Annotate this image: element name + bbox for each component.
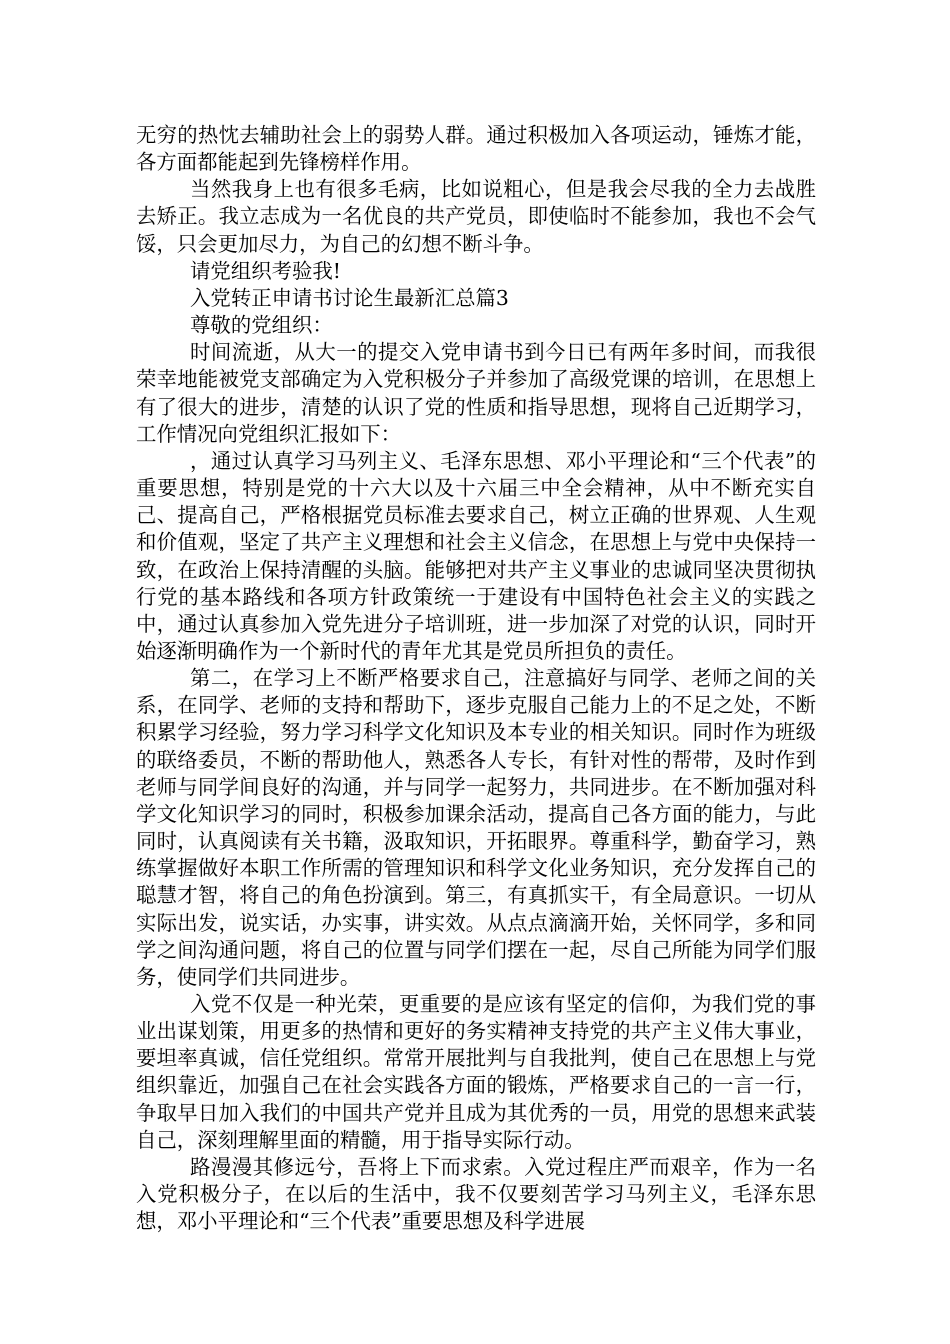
paragraph-belief: 入党不仅是一种光荣，更重要的是应该有坚定的信仰，为我们党的事业出谋划策，用更多的热情和更好的务实精神支持党的共产主义伟大事业，要坦率真诚，信任党组织。常常开展批判与自我批判，使自己在思想上与党组织靠近，加强自己在社会实践各方面的锻炼，严格要求自己的一言一行，争取早日加入我们的中国共产党并且成为其优秀的一员，用党的思想来武装自己，深刻理解里面的精髓，用于指导实际行动。 bbox=[136, 992, 816, 1152]
paragraph-continuation: 无穷的热忱去辅助社会上的弱势人群。通过积极加入各项运动，锤炼才能，各方面都能起到先锋榜样作用。 bbox=[136, 123, 816, 175]
paragraph-conclusion: 路漫漫其修远兮，吾将上下而求索。入党过程庄严而艰辛，作为一名入党积极分子，在以后的生活中，我不仅要刻苦学习马列主义，毛泽东思想，邓小平理论和“三个代表”重要思想及科学进展 bbox=[136, 1154, 816, 1234]
paragraph-second-point: 第二，在学习上不断严格要求自己，注意搞好与同学、老师之间的关系，在同学、老师的支持和帮助下，逐步克服自己能力上的不足之处，不断积累学习经验，努力学习科学文化知识及本专业的相关知识。同时作为班级的联络委员，不断的帮助他人，熟悉各人专长，有针对性的帮带，及时作到老师与同学间良好的沟通，并与同学一起努力，共同进步。在不断加强对科学文化知识学习的同时，积极参加课余活动，提高自己各方面的能力，与此同时，认真阅读有关书籍，汲取知识，开拓眼界。尊重科学，勤奋学习，熟练掌握做好本职工作所需的管理知识和科学文化业务知识，充分发挥自己的聪慧才智，将自己的角色扮演到。第三，有真抓实干，有全局意识。一切从实际出发，说实话，办实事，讲实效。从点点滴滴开始，关怀同学，多和同学之间沟通问题，将自己的位置与同学们摆在一起，尽自己所能为同学们服务，使同学们共同进步。 bbox=[136, 666, 816, 989]
paragraph-intro: 时间流逝，从大一的提交入党申请书到今日已有两年多时间，而我很荣幸地能被党支部确定为入党积极分子并参加了高级党课的培训，在思想上有了很大的进步，清楚的认识了党的性质和指导思想，现将自己近期学习，工作情况向党组织汇报如下： bbox=[136, 340, 816, 446]
document-body bbox=[136, 122, 816, 1235]
salutation: 尊敬的党组织： bbox=[190, 313, 333, 338]
section-heading: 入党转正申请书讨论生最新汇总篇3 bbox=[190, 285, 509, 310]
paragraph-closing-request: 请党组织考验我! bbox=[190, 258, 341, 283]
paragraph-shortcomings: 当然我身上也有很多毛病，比如说粗心，但是我会尽我的全力去战胜去矫正。我立志成为一名优良的共产党员，即使临时不能参加，我也不会气馁，只会更加尽力，为自己的幻想不断斗争。 bbox=[136, 177, 816, 256]
paragraph-first-point: ，通过认真学习马列主义、毛泽东思想、邓小平理论和“三个代表”的重要思想，特别是党的十六大以及十六届三中全会精神，从中不断充实自己、提高自己，严格根据党员标准去要求自己，树立正确的世界观、人生观和价值观，坚定了共产主义理想和社会主义信念，在思想上与党中央保持一致，在政治上保持清醒的头脑。能够把对共产主义事业的忠诚同坚决贯彻执行党的基本路线和各项方针政策统一于建设有中国特色社会主义的实践之中，通过认真参加入党先进分子培训班，进一步加深了对党的认识，同时开始逐渐明确作为一个新时代的青年尤其是党员所担负的责任。 bbox=[136, 448, 816, 663]
